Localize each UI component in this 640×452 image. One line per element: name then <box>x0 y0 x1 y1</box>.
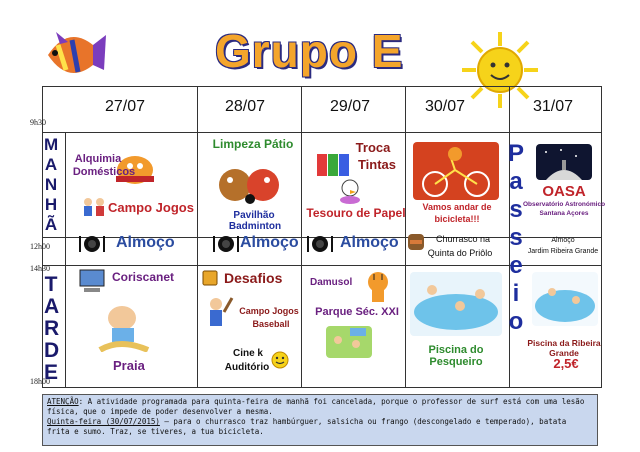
computer-icon <box>78 268 108 294</box>
vertical-letter: H <box>44 195 58 214</box>
morning-4-line2: bicicleta!!! <box>434 214 480 224</box>
oasa-sub2: Santana Açores <box>539 210 589 217</box>
vertical-letter: D <box>44 339 60 362</box>
morning-4-line1: Vamos andar de <box>422 202 492 212</box>
lunch-4-line1: Churrasco na <box>435 234 491 244</box>
time-morning-start: 9h30 <box>30 118 46 127</box>
vertical-letter: i <box>512 280 520 307</box>
vertical-letter: s <box>509 196 523 223</box>
pool-swimmers-icon <box>532 272 598 326</box>
time-afternoon-end: 18h00 <box>30 377 50 386</box>
cartoon-animals-icon <box>215 155 285 205</box>
day-header-5: 31/07 <box>533 98 574 115</box>
park-kids-icon <box>326 326 372 358</box>
vertical-letter: A <box>44 155 58 174</box>
afternoon-2-sub3: Cine k <box>232 348 263 359</box>
vertical-letter: P <box>507 140 524 167</box>
plate-cutlery-icon <box>78 234 106 254</box>
oasa-sub1: Observatório Astronómico <box>522 201 606 208</box>
morning-3-sub: Tesouro de Papel <box>306 206 406 220</box>
smiley-icon <box>270 350 290 370</box>
lunch-5-line1: Almoço <box>551 237 575 244</box>
vertical-letter: T <box>44 273 58 296</box>
plate-cutlery-icon <box>212 234 240 254</box>
afternoon-5-price: 2,5€ <box>553 356 579 371</box>
vertical-letter: N <box>44 175 58 194</box>
afternoon-2-sub2: Baseball <box>252 319 290 329</box>
vertical-letter: A <box>44 295 60 318</box>
afternoon-3-line2: Parque Séc. XXI <box>315 306 399 318</box>
morning-2-sub1: Pavilhão <box>233 210 275 221</box>
afternoon-1-sub: Praia <box>113 358 145 373</box>
notes-box <box>42 394 598 446</box>
morning-3-line2: Tintas <box>357 157 397 172</box>
oasa-title: OASA <box>542 183 586 200</box>
morning-1-line1: Alquimia <box>74 153 122 165</box>
daisy-duck-icon <box>336 178 364 204</box>
day-header-1: 27/07 <box>105 98 146 115</box>
afternoon-2-sub1: Campo Jogos <box>239 306 299 316</box>
page-title: Grupo E <box>215 25 404 77</box>
baseball-player-icon <box>200 296 234 336</box>
afternoon-3-line1: Damusol <box>310 277 353 288</box>
time-afternoon-start: 14h30 <box>30 264 50 273</box>
lunch-4-line2: Quinta do Priôlo <box>427 248 493 258</box>
vertical-letter: Ã <box>44 215 58 234</box>
vertical-letter: E <box>44 361 59 384</box>
day-header-2: 28/07 <box>225 98 266 115</box>
lunch-3: Almoço <box>340 234 399 251</box>
morning-2-sub2: Badminton <box>228 221 282 232</box>
day-header-4: 30/07 <box>425 98 466 115</box>
tigger-icon <box>360 268 396 304</box>
notes-atencao-text: : A atividade programada para quinta-feira de manhã foi cancelada, porque o professor de surf está com uma lesão física, que o impede de poder desenvolver a mesma. <box>47 397 585 417</box>
observatory-photo-icon <box>536 144 592 180</box>
afternoon-2-line1: Desafios <box>224 270 283 286</box>
fish-icon <box>38 20 108 90</box>
lunch-1: Almoço <box>116 234 175 251</box>
afternoon-5-line1: Piscina da Ribeira Grande <box>527 338 601 358</box>
day-header-3: 29/07 <box>330 98 371 115</box>
vertical-letter: e <box>509 252 523 279</box>
bicycle-cartoon-icon <box>413 142 499 200</box>
lunch-2: Almoço <box>240 234 299 251</box>
vertical-letter: s <box>509 224 523 251</box>
beach-man-icon <box>90 298 150 352</box>
vertical-letter: M <box>44 135 59 154</box>
afternoon-4-line1: Piscina do Pesqueiro <box>428 344 484 368</box>
morning-1-line2: Domésticos <box>72 166 136 178</box>
vertical-letter: R <box>44 317 60 340</box>
paint-tubes-icon <box>315 150 351 180</box>
pool-cartoon-icon <box>410 272 502 336</box>
label-manha <box>44 136 58 236</box>
morning-1-sub: Campo Jogos <box>108 200 194 215</box>
afternoon-2-sub4: Auditório <box>224 362 270 373</box>
kids-playing-icon <box>80 196 108 220</box>
morning-2-line1: Limpeza Pátio <box>212 137 294 151</box>
plate-cutlery-icon <box>306 234 334 254</box>
time-lunch: 12h00 <box>30 242 50 251</box>
vertical-letter: a <box>509 168 523 195</box>
puzzle-icon <box>202 270 218 286</box>
notes-atencao-label: ATENÇÃO <box>47 397 79 406</box>
vertical-letter: o <box>508 308 524 335</box>
morning-3-line1: Troca <box>355 140 391 155</box>
lunch-5-line2: Jardim Ribeira Grande <box>527 248 599 255</box>
afternoon-1-line1: Coriscanet <box>112 270 175 284</box>
label-tarde <box>44 274 58 384</box>
notes-quinta-text: – para o churrasco traz hambúrguer, salsicha ou frango (descongelado e temperado), batata frita e sumo. Traz, se tiveres, a tua bicicleta. <box>47 417 567 437</box>
notes-quinta-label: Quinta-feira (30/07/2015) <box>47 417 160 427</box>
